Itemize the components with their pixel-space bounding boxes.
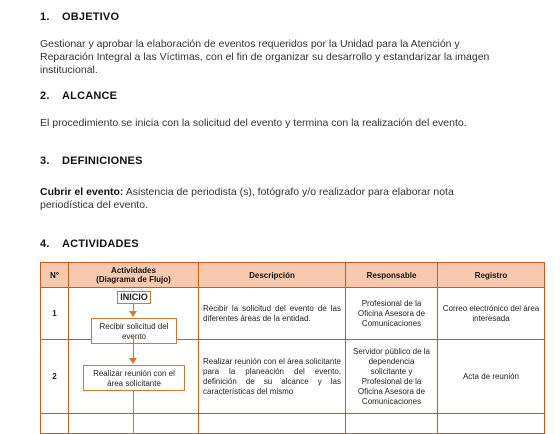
flow-arrow-head [129,358,137,364]
section-1-number: 1. [40,11,50,23]
section-2-title [40,90,117,102]
section-1-heading: OBJETIVO [62,11,120,23]
header-responsible: Responsable [346,263,438,288]
definition-term: Cubrir el evento: [40,186,124,198]
section-2-number: 2. [40,90,50,102]
flow-arrow-line [133,336,134,358]
activities-table [40,262,545,434]
row-2-flow [69,340,199,414]
table-row [41,414,545,434]
row-2-responsible: Servidor público de la dependencia solicitante y Profesional de la Oficina Asesora de Comunicaciones [346,340,438,414]
header-record: Registro [438,263,545,288]
header-activities: Actividades (Diagrama de Flujo) [69,263,199,288]
definition-text: Asistencia de periodista (s), fotógrafo y/o realizador para elaborar nota periodística del evento. [40,186,454,211]
section-4-heading: ACTIVIDADES [62,238,139,250]
section-1-title [40,11,119,23]
section-4-title [40,238,139,250]
section-4-number: 4. [40,238,50,250]
section-3-definition [40,186,510,212]
flow-box-receive-request: Recibir solicitud del evento [91,318,177,344]
header-description: Descripción [199,263,346,288]
table-header-row [41,263,545,288]
section-1-text: Gestionar y aprobar la elaboración de eventos requeridos por la Unidad para la Atención y Reparación Integral a las Víctimas, con el fin de organizar su desarrollo y estandarizar la imagen institucional. [40,38,490,76]
section-2-heading: ALCANCE [62,90,118,102]
row-1-record: Correo electrónico del área interesada [438,288,545,340]
row-2-description: Realizar reunión con el área solicitante para la planeación del evento, definición de su alcance y las características del mismo [199,340,346,414]
section-2-text: El procedimiento se inicia con la solicitud del evento y termina con la realización del evento. [40,117,467,129]
table-row [41,288,545,340]
flow-arrow-head [129,311,137,317]
flow-box-meeting: Realizar reunión con el área solicitante [83,365,185,391]
table-row [41,340,545,414]
row-2-record: Acta de reunión [438,340,545,414]
row-1-responsible: Profesional de la Oficina Asesora de Comunicaciones [346,288,438,340]
row-1-flow [69,288,199,340]
flow-arrow-line [133,414,134,434]
header-num: N° [41,263,69,288]
section-3-number: 3. [40,155,50,167]
row-1-description: Recibir la solicitud del evento de las diferentes áreas de la entidad. [199,288,346,340]
flow-arrow-line [133,391,134,416]
row-2-num: 2 [41,340,69,414]
row-1-num: 1 [41,288,69,340]
section-3-heading: DEFINICIONES [62,155,143,167]
flow-start-box: INICIO [117,291,151,304]
section-3-title [40,155,143,167]
